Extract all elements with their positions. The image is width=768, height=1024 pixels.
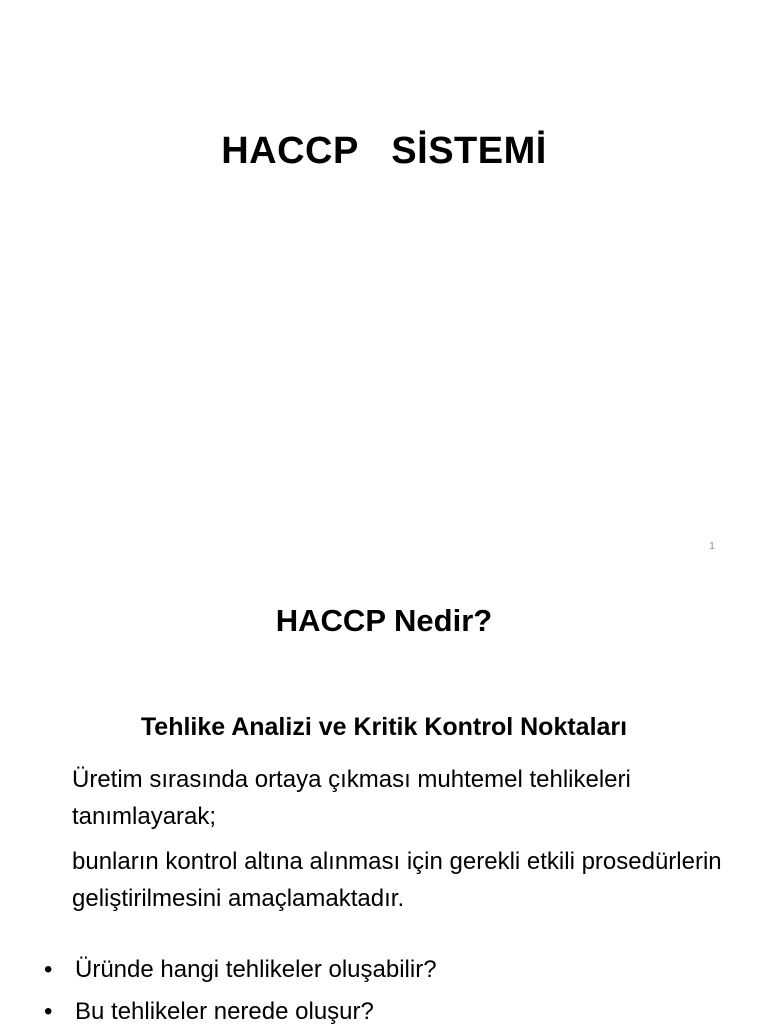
list-item-text: Üründe hangi tehlikeler oluşabilir? bbox=[75, 956, 437, 983]
paragraph: Üretim sırasında ortaya çıkması muhtemel tehlikeleri tanımlayarak; bbox=[72, 766, 631, 830]
bullet-icon: • bbox=[44, 956, 53, 983]
list-item bbox=[44, 949, 744, 991]
slide-title: HACCP SİSTEMİ bbox=[221, 130, 547, 172]
slide-subtitle: Tehlike Analizi ve Kritik Kontrol Noktaları bbox=[140, 713, 628, 741]
page-number: 1 bbox=[709, 541, 715, 552]
list-item bbox=[44, 991, 744, 1024]
paragraph: bunların kontrol altına alınması için gerekli etkili prosedürlerin geliştirilmesini amaçlamaktadır. bbox=[72, 848, 722, 912]
slide-2 bbox=[0, 576, 768, 1024]
slide-title: HACCP Nedir? bbox=[275, 603, 493, 638]
bullet-icon: • bbox=[44, 998, 53, 1024]
bullet-list bbox=[44, 949, 744, 1024]
list-item-text: Bu tehlikeler nerede oluşur? bbox=[75, 998, 374, 1024]
